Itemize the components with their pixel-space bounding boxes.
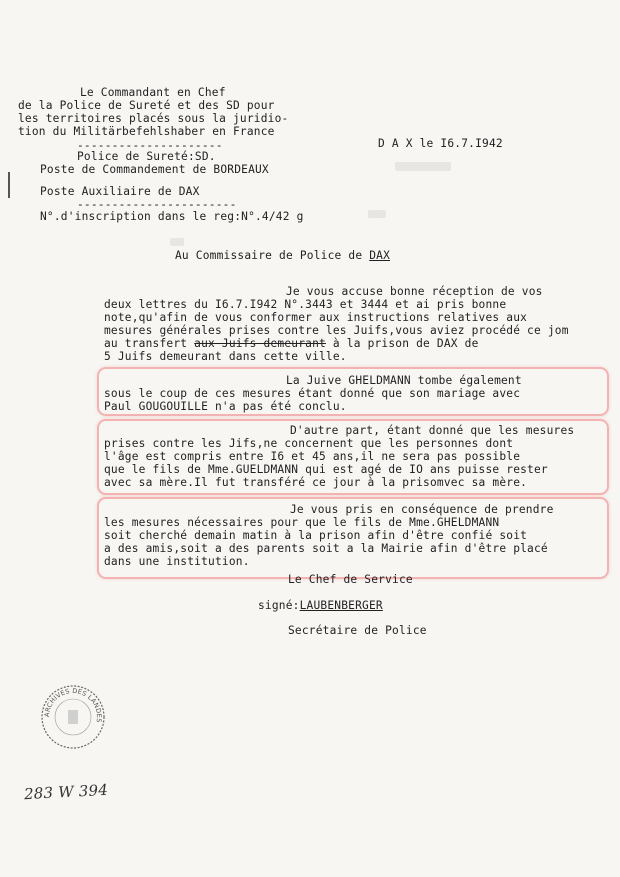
margin-line bbox=[8, 172, 10, 198]
paragraph-2-line: Paul GOUGOUILLE n'a pas été conclu. bbox=[104, 400, 347, 413]
chef-de-service: Le Chef de Service bbox=[288, 573, 413, 586]
header-rule: --------------------- bbox=[77, 139, 223, 152]
paragraph-2-line: sous le coup de ces mesures étant donné que son mariage avec bbox=[104, 387, 521, 400]
bleed-through-mark bbox=[368, 210, 386, 218]
paragraph-4-line: a des amis,soit a des parents soit a la Mairie afin d'être placé bbox=[104, 542, 548, 555]
header-line: les territoires placés sous la juridio- bbox=[18, 112, 289, 125]
paragraph-1-line bbox=[104, 337, 479, 350]
header-line: tion du Militärbefehlshaber en France bbox=[18, 125, 275, 138]
paragraph-3-line: D'autre part, étant donné que les mesures bbox=[290, 424, 575, 437]
paragraph-4-line: Je vous pris en conséquence de prendre bbox=[290, 503, 554, 516]
bleed-through-mark bbox=[170, 238, 184, 246]
header-line: Le Commandant en Chef bbox=[80, 86, 226, 99]
paragraph-1-line: mesures générales prises contre les Juifs,vous aviez procédé ce jom bbox=[104, 324, 569, 337]
signatory-name: LAUBENBERGER bbox=[299, 599, 383, 612]
header-line: Police de Sureté:SD. bbox=[77, 150, 216, 163]
paragraph-1-line: deux lettres du I6.7.I942 N°.3443 et 3444 et ai pris bonne bbox=[104, 298, 507, 311]
transfer-text: au transfert bbox=[104, 337, 195, 350]
header-line: Poste de Commandement de BORDEAUX bbox=[40, 163, 269, 176]
archive-stamp bbox=[40, 684, 106, 750]
signatory-title: Secrétaire de Police bbox=[288, 624, 427, 637]
header-line: Poste Auxiliaire de DAX bbox=[40, 185, 200, 198]
struck-out-text: aux Juifs demeurant bbox=[194, 337, 326, 350]
paragraph-3-line: prises contre les Jifs,ne concernent que les personnes dont bbox=[104, 437, 514, 450]
archive-reference: 283 W 394 bbox=[23, 780, 109, 804]
paragraph-3-line: l'âge est compris entre I6 et 45 ans,il ne sera pas possible bbox=[104, 450, 521, 463]
paragraph-3-line: que le fils de Mme.GUELDMANN qui est agé de IO ans puisse rester bbox=[104, 463, 548, 476]
addressee-city: DAX bbox=[369, 249, 391, 262]
paragraph-4-line: soit cherché demain matin à la prison afin d'être confié soit bbox=[104, 529, 528, 542]
bleed-through-mark bbox=[395, 162, 451, 171]
paragraph-4-line: les mesures nécessaires pour que le fils de Mme.GHELDMANN bbox=[104, 516, 500, 529]
addressee-prefix: Au Commissaire de Police de bbox=[175, 249, 370, 262]
header-rule: ----------------------- bbox=[77, 198, 237, 211]
addressee-line bbox=[175, 249, 390, 262]
paragraph-2-line: La Juive GHELDMANN tombe également bbox=[286, 374, 522, 387]
paragraph-3-line: avec sa mère.Il fut transféré ce jour à la prisomvec sa mère. bbox=[104, 476, 528, 489]
stamp-text: ARCHIVES DES LANDES bbox=[42, 686, 104, 724]
signature-prefix: signé: bbox=[258, 599, 300, 612]
registration-line: N°.d'inscription dans le reg:N°.4/42 g bbox=[40, 210, 304, 223]
paragraph-1-line: note,qu'afin de vous conformer aux instructions relatives aux bbox=[104, 311, 528, 324]
header-line: de la Police de Sureté et des SD pour bbox=[18, 99, 275, 112]
paragraph-1-line: 5 Juifs demeurant dans cette ville. bbox=[104, 350, 347, 363]
signature-line bbox=[258, 599, 383, 612]
paragraph-4-line: dans une institution. bbox=[104, 555, 250, 568]
place-date: D A X le I6.7.I942 bbox=[378, 137, 503, 150]
transfer-text-end: à la prison de DAX de bbox=[325, 337, 479, 350]
paragraph-1-line: Je vous accuse bonne réception de vos bbox=[286, 285, 543, 298]
